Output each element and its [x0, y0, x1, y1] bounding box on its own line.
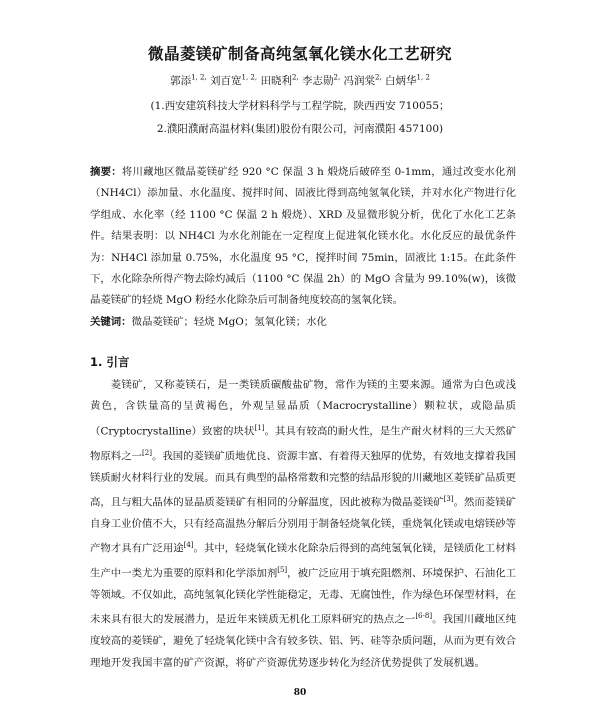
citation: [6-8] — [415, 612, 433, 621]
abstract-label: 摘要： — [90, 166, 122, 178]
body-text: ，被广泛应用于填充阻燃剂、环境保护、石油化工等领域。不仅如此，高纯氢氧化镁化学性能稳定，无毒、无腐蚀性，作为绿色环保型材料，在未来具有很大的发展潜力，是近年来镁质无机化工原料研究的热点之一 — [90, 567, 517, 626]
keywords — [90, 312, 516, 332]
abstract-text: 将川藏地区微晶菱镁矿经 920 °C 保温 3 h 煅烧后破碎至 0-1mm，通过改变水化剂（NH4Cl）添加量、水化温度、搅拌时间、固液比得到高纯氢氧化镁，并对水化产物进行化学组成、水化率（经 1100 °C 保温 2 h 煅烧）、XRD 及显微形貌分析，优化了水化工艺条件。结果表明：以 NH4Cl 为水化剂能在一定程度上促进氧化镁水化。水化反应的最优条件为：NH4Cl 添加量 0.75%，水化温度 95 °C，搅拌时间 75min，固液比 1:15。在此条件下，水化除杂所得产物去除灼减后（1100 °C 保温 2h）的 MgO 含量为 99.10%(w)，该微晶菱镁矿的轻烧 MgO 粉经水化除杂后可制备纯度较高的氢氧化镁。 — [90, 166, 516, 307]
body-text: 。其具有较高的耐火性，是生产耐火材料的三大天然矿物原料之一 — [90, 425, 517, 463]
body-text: 。我国川藏地区纯度较高的菱镁矿，避免了轻烧氧化镁中含有较多铁、铝、钙、硅等杂质问题，从而为更有效合理地开发我国丰富的矿产资源，将矿产资源优势逐步转化为经济优势提供了发展机遇。 — [90, 613, 517, 669]
section-heading-introduction: 1. 引言 — [90, 355, 130, 369]
author-affiliation-mark: 1, 2 — [416, 73, 430, 82]
body-text: 。然而菱镁矿自身工业价值不大，只有经高温热分解后分别用于制备轻烧氧化镁，重烧氧化镁或电熔镁砂等产物才具有广泛用途 — [90, 496, 517, 555]
citation: [4] — [183, 541, 194, 550]
abstract — [90, 162, 516, 312]
introduction-paragraph — [90, 375, 516, 674]
author-affiliation-mark: 1, 2, — [241, 73, 258, 82]
author-name: 田晓利 — [260, 75, 292, 87]
author-list — [0, 73, 600, 88]
body-text: 。我国的菱镁矿质地优良、资源丰富、有着得天独厚的优势，有效地支撑着我国镁质耐火材料行业的发展。而具有典型的晶格常数和完整的结晶形貌的川藏地区菱镁矿品质更高，且与粗大晶体的显晶质菱镁矿有相同的分解温度，因此被称为微晶菱镁矿 — [90, 450, 517, 509]
body-text: 菱镁矿，又称菱镁石，是一类镁质碳酸盐矿物，常作为镁的主要来源。通常为白色或浅黄色，含铁量高的呈黄褐色，外观呈显晶质（Macrocrystalline）颗粒状，或隐晶质（Cryptocrystalline）致密的块状 — [90, 379, 516, 438]
author-affiliation-mark: 2, — [291, 73, 299, 82]
author-affiliation-mark: 2, — [333, 73, 341, 82]
keywords-label: 关键词： — [90, 316, 132, 328]
body-text: 。其中，轻烧氧化镁水化除杂后得到的高纯氢氧化镁，是镁质化工材料生产中一类尤为重要的原料和化学添加剂 — [90, 542, 517, 580]
citation: [5] — [277, 566, 288, 575]
paper-title: 微晶菱镁矿制备高纯氢氧化镁水化工艺研究 — [147, 45, 452, 63]
affiliation-1: (1.西安建筑科技大学材料科学与工程学院，陕西西安 710055； — [150, 100, 450, 112]
citation: [3] — [443, 494, 454, 503]
page-number: 80 — [293, 688, 307, 698]
citation: [1] — [254, 423, 265, 432]
author-name: 冯润棠 — [343, 75, 376, 87]
author-name: 李志勋 — [301, 75, 334, 87]
author-affiliation-mark: 2, — [375, 73, 382, 82]
author-name: 刘百宽 — [210, 75, 242, 87]
author-name: 白炳华 — [385, 75, 417, 87]
affiliation-2: 2.濮阳濮耐高温材料(集团)股份有限公司，河南濮阳 457100) — [156, 123, 444, 135]
author-affiliation-mark: 1, 2, — [191, 73, 207, 82]
author-name: 郭添 — [170, 75, 192, 87]
citation: [2] — [142, 448, 152, 457]
keywords-text: 微晶菱镁矿；轻烧 MgO；氢氧化镁；水化 — [131, 316, 327, 328]
